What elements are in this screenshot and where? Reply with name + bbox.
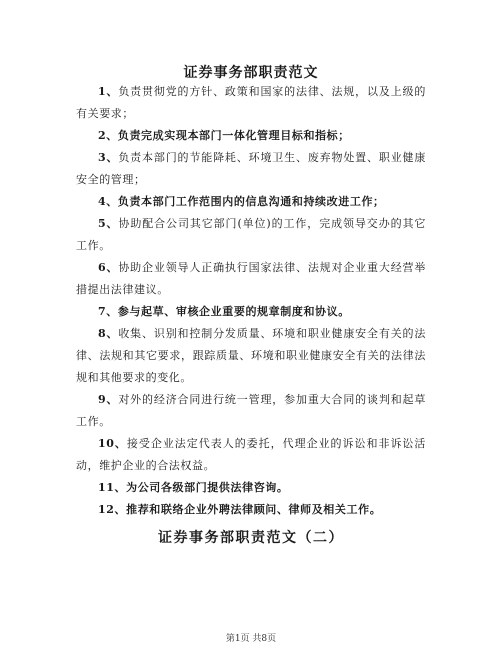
paragraph-9 [76, 389, 426, 433]
paragraph-text: 收集、识别和控制分发质量、环境和职业健康安全有关的法律、法规和其它要求，跟踪质量、环境和职业健康安全有关的法律法规和其他要求的变化。 [76, 327, 426, 384]
paragraph-number: 11、 [98, 481, 127, 494]
paragraph-8 [76, 323, 426, 389]
paragraph-number: 3、 [98, 151, 119, 164]
paragraph-text: 负责本部门的节能降耗、环境卫生、废弃物处置、职业健康安全的管理； [76, 151, 426, 186]
paragraph-number: 2、 [98, 129, 118, 142]
paragraph-number: 10、 [98, 437, 127, 450]
paragraph-number: 8、 [98, 327, 119, 340]
paragraph-7 [76, 301, 426, 323]
document-body [76, 81, 426, 521]
paragraph-number: 6、 [98, 261, 119, 274]
paragraph-text: 负责完成实现本部门一体化管理目标和指标； [117, 129, 350, 142]
paragraph-1 [76, 81, 426, 125]
paragraph-5 [76, 213, 426, 257]
paragraph-text: 对外的经济合同进行统一管理，参加重大合同的谈判和起草工作。 [76, 393, 426, 428]
paragraph-number: 12、 [98, 503, 127, 516]
page-footer: 第1页 共8页 [225, 634, 277, 644]
paragraph-6 [76, 257, 426, 301]
paragraph-text: 负责贯彻党的方针、政策和国家的法律、法规，以及上级的有关要求； [76, 85, 426, 120]
paragraph-text: 协助企业领导人正确执行国家法律、法规对企业重大经营举措提出法律建议。 [76, 261, 426, 296]
paragraph-text: 参与起草、审核企业重要的规章制度和协议。 [117, 305, 350, 318]
paragraph-11 [76, 477, 426, 499]
paragraph-text: 协助配合公司其它部门(单位)的工作，完成领导交办的其它工作。 [76, 217, 426, 252]
paragraph-10 [76, 433, 426, 477]
paragraph-3 [76, 147, 426, 191]
paragraph-number: 1、 [98, 85, 119, 98]
paragraph-text: 为公司各级部门提供法律咨询。 [126, 481, 289, 494]
paragraph-number: 9、 [98, 393, 119, 406]
paragraph-number: 5、 [98, 217, 119, 230]
paragraph-text: 负责本部门工作范围内的信息沟通和持续改进工作； [117, 195, 385, 208]
paragraph-4 [76, 191, 426, 213]
paragraph-number: 4、 [98, 195, 118, 208]
paragraph-text: 接受企业法定代表人的委托，代理企业的诉讼和非诉讼活动，维护企业的合法权益。 [76, 437, 427, 472]
paragraph-number: 7、 [98, 305, 118, 318]
document-title: 证券事务部职责范文 [183, 65, 319, 81]
section-subtitle: 证券事务部职责范文（二） [158, 530, 344, 546]
paragraph-12 [76, 499, 426, 521]
paragraph-text: 推荐和联络企业外聘法律顾问、律师及相关工作。 [126, 503, 382, 516]
paragraph-2 [76, 125, 426, 147]
